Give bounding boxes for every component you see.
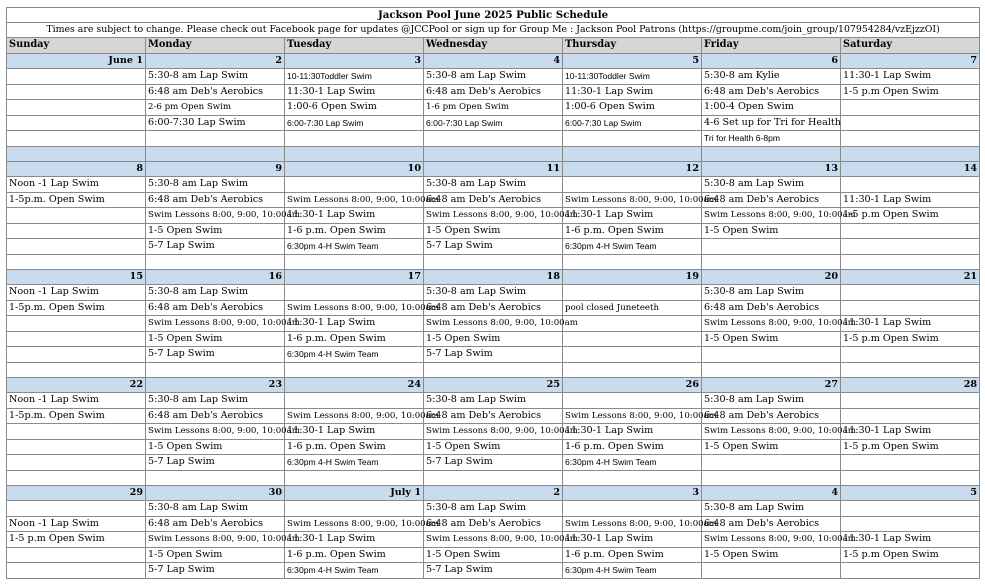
spacer-cell: [424, 254, 563, 269]
schedule-cell: 1:00-4 Open Swim: [702, 100, 841, 116]
date-cell: June 1: [7, 53, 146, 69]
spacer-cell: [7, 146, 146, 161]
week-date-row: [7, 377, 980, 393]
date-cell: 24: [285, 377, 424, 393]
schedule-cell: 11:30-1 Lap Swim: [841, 424, 980, 440]
schedule-cell: Swim Lessons 8:00, 9:00, 10:00am: [563, 516, 702, 532]
date-cell: 3: [285, 53, 424, 69]
schedule-cell: [841, 408, 980, 424]
schedule-row: [7, 223, 980, 239]
date-cell: 26: [563, 377, 702, 393]
date-cell: 16: [146, 269, 285, 285]
schedule-cell: 1-5 p.m Open Swim: [7, 532, 146, 548]
schedule-cell: 11:30-1 Lap Swim: [285, 532, 424, 548]
schedule-cell: [841, 131, 980, 147]
schedule-cell: Swim Lessons 8:00, 9:00, 10:00am: [702, 208, 841, 224]
schedule-cell: 5-7 Lap Swim: [146, 239, 285, 255]
schedule-cell: 1-5 Open Swim: [424, 439, 563, 455]
schedule-cell: 1:00-6 Open Swim: [285, 100, 424, 116]
week-date-row: [7, 485, 980, 501]
spacer-cell: [424, 146, 563, 161]
schedule-cell: [841, 455, 980, 471]
spacer-cell: [285, 362, 424, 377]
schedule-cell: Tri for Health 6-8pm: [702, 131, 841, 147]
schedule-cell: 5:30-8 am Lap Swim: [146, 393, 285, 409]
schedule-cell: Noon -1 Lap Swim: [7, 516, 146, 532]
schedule-row: [7, 439, 980, 455]
schedule-cell: 6:00-7:30 Lap Swim: [424, 115, 563, 131]
date-cell: 2: [146, 53, 285, 69]
spacer-cell: [563, 146, 702, 161]
schedule-cell: 1-6 p.m. Open Swim: [563, 223, 702, 239]
date-cell: 9: [146, 161, 285, 177]
day-header: Monday: [146, 38, 285, 54]
schedule-cell: Swim Lessons 8:00, 9:00, 10:00am: [146, 208, 285, 224]
schedule-cell: [563, 177, 702, 193]
schedule-row: [7, 455, 980, 471]
schedule-cell: Swim Lessons 8:00, 9:00, 10:00am: [285, 408, 424, 424]
week-date-row: [7, 269, 980, 285]
schedule-cell: 5-7 Lap Swim: [146, 347, 285, 363]
schedule-row: [7, 300, 980, 316]
schedule-cell: [841, 347, 980, 363]
schedule-cell: Swim Lessons 8:00, 9:00, 10:00am: [702, 532, 841, 548]
schedule-cell: 6:48 am Deb's Aerobics: [702, 408, 841, 424]
schedule-cell: [563, 347, 702, 363]
schedule-cell: Swim Lessons 8:00, 9:00, 10:00am: [424, 424, 563, 440]
schedule-row: [7, 408, 980, 424]
spacer-cell: [7, 470, 146, 485]
schedule-row: [7, 393, 980, 409]
schedule-cell: [7, 115, 146, 131]
spacer-cell: [702, 470, 841, 485]
spacer-cell: [146, 254, 285, 269]
schedule-cell: [285, 393, 424, 409]
spacer-cell: [7, 362, 146, 377]
schedule-cell: [7, 84, 146, 100]
schedule-cell: 1-6 p.m. Open Swim: [285, 223, 424, 239]
spacer-cell: [146, 146, 285, 161]
schedule-cell: 5:30-8 am Lap Swim: [146, 69, 285, 85]
schedule-cell: 1-5 Open Swim: [702, 331, 841, 347]
schedule-cell: [563, 501, 702, 517]
schedule-row: [7, 115, 980, 131]
schedule-cell: 6:30pm 4-H Swim Team: [563, 239, 702, 255]
date-cell: 6: [702, 53, 841, 69]
date-cell: 2: [424, 485, 563, 501]
week-spacer-row: [7, 470, 980, 485]
schedule-cell: Swim Lessons 8:00, 9:00, 10:00am: [146, 532, 285, 548]
schedule-cell: [841, 115, 980, 131]
schedule-cell: [285, 177, 424, 193]
schedule-cell: 1-5 Open Swim: [424, 547, 563, 563]
schedule-cell: [841, 239, 980, 255]
schedule-cell: [841, 393, 980, 409]
schedule-cell: [702, 239, 841, 255]
date-cell: 13: [702, 161, 841, 177]
date-cell: 18: [424, 269, 563, 285]
schedule-cell: [841, 563, 980, 579]
schedule-cell: 6:48 am Deb's Aerobics: [424, 300, 563, 316]
schedule-cell: [7, 563, 146, 579]
schedule-row: [7, 69, 980, 85]
spacer-cell: [563, 362, 702, 377]
date-cell: 28: [841, 377, 980, 393]
week-spacer-row: [7, 146, 980, 161]
date-cell: 5: [841, 485, 980, 501]
schedule-cell: [7, 439, 146, 455]
schedule-cell: 1-6 p.m. Open Swim: [285, 439, 424, 455]
schedule-cell: Swim Lessons 8:00, 9:00, 10:00am: [285, 516, 424, 532]
schedule-cell: 10-11:30Toddler Swim: [285, 69, 424, 85]
schedule-cell: [7, 208, 146, 224]
schedule-cell: 1-5 Open Swim: [146, 331, 285, 347]
date-cell: July 1: [285, 485, 424, 501]
schedule-cell: Noon -1 Lap Swim: [7, 393, 146, 409]
schedule-row: [7, 516, 980, 532]
schedule-cell: 1-6 p.m. Open Swim: [563, 439, 702, 455]
date-cell: 19: [563, 269, 702, 285]
schedule-cell: [841, 223, 980, 239]
date-cell: 20: [702, 269, 841, 285]
schedule-row: [7, 316, 980, 332]
schedule-cell: [702, 563, 841, 579]
schedule-row: [7, 424, 980, 440]
schedule-cell: 11:30-1 Lap Swim: [841, 316, 980, 332]
schedule-cell: 6:30pm 4-H Swim Team: [285, 347, 424, 363]
schedule-cell: 1:00-6 Open Swim: [563, 100, 702, 116]
schedule-cell: 5-7 Lap Swim: [424, 347, 563, 363]
day-header: Friday: [702, 38, 841, 54]
spacer-cell: [146, 470, 285, 485]
date-cell: 3: [563, 485, 702, 501]
date-cell: 12: [563, 161, 702, 177]
spacer-cell: [841, 470, 980, 485]
schedule-cell: 5:30-8 am Lap Swim: [702, 285, 841, 301]
schedule-cell: Noon -1 Lap Swim: [7, 177, 146, 193]
schedule-cell: [7, 547, 146, 563]
schedule-cell: 11:30-1 Lap Swim: [563, 208, 702, 224]
schedule-cell: [841, 177, 980, 193]
schedule-cell: 5:30-8 am Lap Swim: [702, 393, 841, 409]
spacer-cell: [285, 254, 424, 269]
schedule-cell: 1-5p.m. Open Swim: [7, 408, 146, 424]
schedule-cell: 6:30pm 4-H Swim Team: [285, 239, 424, 255]
schedule-cell: 11:30-1 Lap Swim: [563, 84, 702, 100]
spacer-cell: [424, 470, 563, 485]
week-date-row: [7, 53, 980, 69]
schedule-cell: 1-5 Open Swim: [146, 223, 285, 239]
spacer-cell: [702, 362, 841, 377]
schedule-cell: Swim Lessons 8:00, 9:00, 10:00am: [285, 192, 424, 208]
day-header: Sunday: [7, 38, 146, 54]
date-cell: 8: [7, 161, 146, 177]
schedule-cell: [702, 347, 841, 363]
week-date-row: [7, 161, 980, 177]
date-cell: 14: [841, 161, 980, 177]
schedule-cell: 6:48 am Deb's Aerobics: [146, 84, 285, 100]
schedule-note: Times are subject to change. Please check out Facebook page for updates @JCCPool or sign up for Group Me : Jackson Pool Patrons (https://groupme.com/join_group/107954284/vzEjzzOI): [7, 23, 980, 38]
date-cell: 4: [424, 53, 563, 69]
schedule-cell: [563, 285, 702, 301]
schedule-row: [7, 285, 980, 301]
schedule-cell: [563, 316, 702, 332]
schedule-cell: Swim Lessons 8:00, 9:00, 10:00am: [146, 424, 285, 440]
schedule-row: [7, 84, 980, 100]
schedule-row: [7, 239, 980, 255]
schedule-cell: 5:30-8 am Lap Swim: [424, 501, 563, 517]
schedule-cell: 6:00-7:30 Lap Swim: [563, 115, 702, 131]
schedule-cell: [7, 69, 146, 85]
schedule-cell: [146, 131, 285, 147]
day-header: Thursday: [563, 38, 702, 54]
schedule-row: [7, 192, 980, 208]
schedule-cell: [7, 501, 146, 517]
schedule-cell: Swim Lessons 8:00, 9:00, 10:00am: [702, 316, 841, 332]
date-cell: 15: [7, 269, 146, 285]
schedule-cell: [285, 131, 424, 147]
date-cell: 29: [7, 485, 146, 501]
schedule-cell: [841, 300, 980, 316]
date-cell: 21: [841, 269, 980, 285]
schedule-cell: [7, 455, 146, 471]
schedule-cell: Noon -1 Lap Swim: [7, 285, 146, 301]
spacer-cell: [702, 254, 841, 269]
date-cell: 22: [7, 377, 146, 393]
schedule-cell: 11:30-1 Lap Swim: [841, 532, 980, 548]
schedule-cell: [7, 239, 146, 255]
schedule-cell: [563, 331, 702, 347]
schedule-cell: 5-7 Lap Swim: [424, 455, 563, 471]
schedule-cell: Swim Lessons 8:00, 9:00, 10:00am: [424, 532, 563, 548]
day-header: Tuesday: [285, 38, 424, 54]
note-row: [7, 23, 980, 38]
schedule-cell: 6:48 am Deb's Aerobics: [146, 516, 285, 532]
week-spacer-row: [7, 362, 980, 377]
schedule-row: [7, 177, 980, 193]
schedule-cell: Swim Lessons 8:00, 9:00, 10:00am: [424, 208, 563, 224]
schedule-cell: 5-7 Lap Swim: [424, 239, 563, 255]
schedule-cell: 6:48 am Deb's Aerobics: [424, 84, 563, 100]
schedule-cell: [285, 285, 424, 301]
schedule-title: Jackson Pool June 2025 Public Schedule: [7, 8, 980, 23]
schedule-cell: [841, 501, 980, 517]
schedule-cell: 4-6 Set up for Tri for Health: [702, 115, 841, 131]
date-cell: 7: [841, 53, 980, 69]
schedule-cell: 1-5 p.m Open Swim: [841, 547, 980, 563]
schedule-cell: [7, 424, 146, 440]
schedule-cell: 1-6 p.m. Open Swim: [285, 331, 424, 347]
schedule-cell: [424, 131, 563, 147]
spacer-cell: [702, 146, 841, 161]
schedule-cell: [285, 501, 424, 517]
schedule-cell: 1-5p.m. Open Swim: [7, 192, 146, 208]
schedule-cell: 5:30-8 am Lap Swim: [146, 177, 285, 193]
schedule-row: [7, 131, 980, 147]
schedule-row: [7, 347, 980, 363]
schedule-cell: [7, 347, 146, 363]
schedule-cell: [841, 516, 980, 532]
schedule-cell: [7, 131, 146, 147]
schedule-cell: 5:30-8 am Lap Swim: [424, 285, 563, 301]
schedule-cell: 6:30pm 4-H Swim Team: [285, 563, 424, 579]
schedule-cell: [563, 131, 702, 147]
schedule-cell: 11:30-1 Lap Swim: [285, 84, 424, 100]
schedule-cell: 5:30-8 am Lap Swim: [424, 69, 563, 85]
schedule-cell: Swim Lessons 8:00, 9:00, 10:00am: [702, 424, 841, 440]
schedule-cell: 6:48 am Deb's Aerobics: [702, 300, 841, 316]
schedule-cell: [7, 223, 146, 239]
schedule-cell: 5:30-8 am Lap Swim: [146, 501, 285, 517]
week-spacer-row: [7, 254, 980, 269]
date-cell: 4: [702, 485, 841, 501]
day-header: Wednesday: [424, 38, 563, 54]
date-cell: 17: [285, 269, 424, 285]
schedule-row: [7, 208, 980, 224]
schedule-row: [7, 501, 980, 517]
title-row: [7, 8, 980, 23]
schedule-cell: 5-7 Lap Swim: [424, 563, 563, 579]
schedule-cell: 6:48 am Deb's Aerobics: [424, 408, 563, 424]
schedule-cell: [7, 331, 146, 347]
schedule-cell: 5:30-8 am Lap Swim: [702, 501, 841, 517]
schedule-cell: 5:30-8 am Lap Swim: [702, 177, 841, 193]
schedule-row: [7, 100, 980, 116]
schedule-cell: Swim Lessons 8:00, 9:00, 10:00am: [563, 408, 702, 424]
spacer-cell: [146, 362, 285, 377]
schedule-cell: pool closed Juneteeth: [563, 300, 702, 316]
schedule-cell: Swim Lessons 8:00, 9:00, 10:00am: [563, 192, 702, 208]
schedule-cell: 1-6 p.m. Open Swim: [285, 547, 424, 563]
schedule-table: [6, 7, 980, 579]
spacer-cell: [841, 362, 980, 377]
spacer-cell: [841, 146, 980, 161]
schedule-sheet: [6, 7, 979, 579]
schedule-cell: 1-5p.m. Open Swim: [7, 300, 146, 316]
schedule-cell: 6:48 am Deb's Aerobics: [424, 516, 563, 532]
date-cell: 10: [285, 161, 424, 177]
schedule-cell: 1-5 p.m Open Swim: [841, 331, 980, 347]
schedule-cell: 1-5 Open Swim: [424, 223, 563, 239]
schedule-cell: 6:48 am Deb's Aerobics: [424, 192, 563, 208]
schedule-cell: 6:48 am Deb's Aerobics: [702, 516, 841, 532]
schedule-cell: [841, 285, 980, 301]
date-cell: 27: [702, 377, 841, 393]
schedule-cell: 5:30-8 am Lap Swim: [424, 393, 563, 409]
schedule-cell: 1-6 p.m. Open Swim: [563, 547, 702, 563]
schedule-cell: 6:30pm 4-H Swim Team: [563, 455, 702, 471]
spacer-cell: [841, 254, 980, 269]
schedule-cell: [841, 100, 980, 116]
schedule-cell: 1-5 Open Swim: [146, 547, 285, 563]
spacer-cell: [563, 470, 702, 485]
schedule-cell: Swim Lessons 8:00, 9:00, 10:00am: [146, 316, 285, 332]
spacer-cell: [424, 362, 563, 377]
schedule-row: [7, 331, 980, 347]
schedule-cell: 6:30pm 4-H Swim Team: [285, 455, 424, 471]
spacer-cell: [285, 470, 424, 485]
spacer-cell: [285, 146, 424, 161]
date-cell: 11: [424, 161, 563, 177]
schedule-cell: 1-5 Open Swim: [424, 331, 563, 347]
schedule-cell: 6:48 am Deb's Aerobics: [702, 192, 841, 208]
schedule-cell: 6:00-7:30 Lap Swim: [285, 115, 424, 131]
schedule-cell: 11:30-1 Lap Swim: [285, 316, 424, 332]
schedule-row: [7, 532, 980, 548]
spacer-cell: [7, 254, 146, 269]
schedule-cell: 11:30-1 Lap Swim: [563, 424, 702, 440]
schedule-cell: 1-5 p.m Open Swim: [841, 439, 980, 455]
schedule-cell: 1-6 pm Open Swim: [424, 100, 563, 116]
schedule-cell: 6:48 am Deb's Aerobics: [146, 192, 285, 208]
schedule-cell: 6:30pm 4-H Swim Team: [563, 563, 702, 579]
date-cell: 25: [424, 377, 563, 393]
schedule-cell: 5:30-8 am Kylie: [702, 69, 841, 85]
schedule-cell: 6:00-7:30 Lap Swim: [146, 115, 285, 131]
spacer-cell: [563, 254, 702, 269]
schedule-cell: 11:30-1 Lap Swim: [563, 532, 702, 548]
schedule-cell: 1-5 Open Swim: [702, 547, 841, 563]
schedule-cell: 11:30-1 Lap Swim: [841, 192, 980, 208]
schedule-cell: 6:48 am Deb's Aerobics: [702, 84, 841, 100]
schedule-cell: 1-5 Open Swim: [702, 439, 841, 455]
schedule-cell: 5-7 Lap Swim: [146, 563, 285, 579]
schedule-row: [7, 563, 980, 579]
date-cell: 30: [146, 485, 285, 501]
schedule-cell: [7, 100, 146, 116]
schedule-cell: 1-5 Open Swim: [146, 439, 285, 455]
schedule-cell: [702, 455, 841, 471]
schedule-cell: 11:30-1 Lap Swim: [285, 208, 424, 224]
day-header-row: [7, 38, 980, 54]
day-header: Saturday: [841, 38, 980, 54]
schedule-cell: 1-5 p.m Open Swim: [841, 84, 980, 100]
date-cell: 23: [146, 377, 285, 393]
date-cell: 5: [563, 53, 702, 69]
schedule-cell: 10-11:30Toddler Swim: [563, 69, 702, 85]
schedule-row: [7, 547, 980, 563]
schedule-cell: Swim Lessons 8:00, 9:00, 10:00am: [285, 300, 424, 316]
schedule-cell: 1-5 Open Swim: [702, 223, 841, 239]
schedule-cell: Swim Lessons 8:00, 9:00, 10:00am: [424, 316, 563, 332]
schedule-cell: 6:48 am Deb's Aerobics: [146, 408, 285, 424]
schedule-cell: 5:30-8 am Lap Swim: [424, 177, 563, 193]
schedule-cell: 2-6 pm Open Swim: [146, 100, 285, 116]
schedule-cell: 1-5 p.m Open Swim: [841, 208, 980, 224]
schedule-cell: [7, 316, 146, 332]
schedule-cell: 5:30-8 am Lap Swim: [146, 285, 285, 301]
schedule-cell: [563, 393, 702, 409]
schedule-cell: 11:30-1 Lap Swim: [841, 69, 980, 85]
schedule-cell: 5-7 Lap Swim: [146, 455, 285, 471]
schedule-cell: 6:48 am Deb's Aerobics: [146, 300, 285, 316]
schedule-cell: 11:30-1 Lap Swim: [285, 424, 424, 440]
